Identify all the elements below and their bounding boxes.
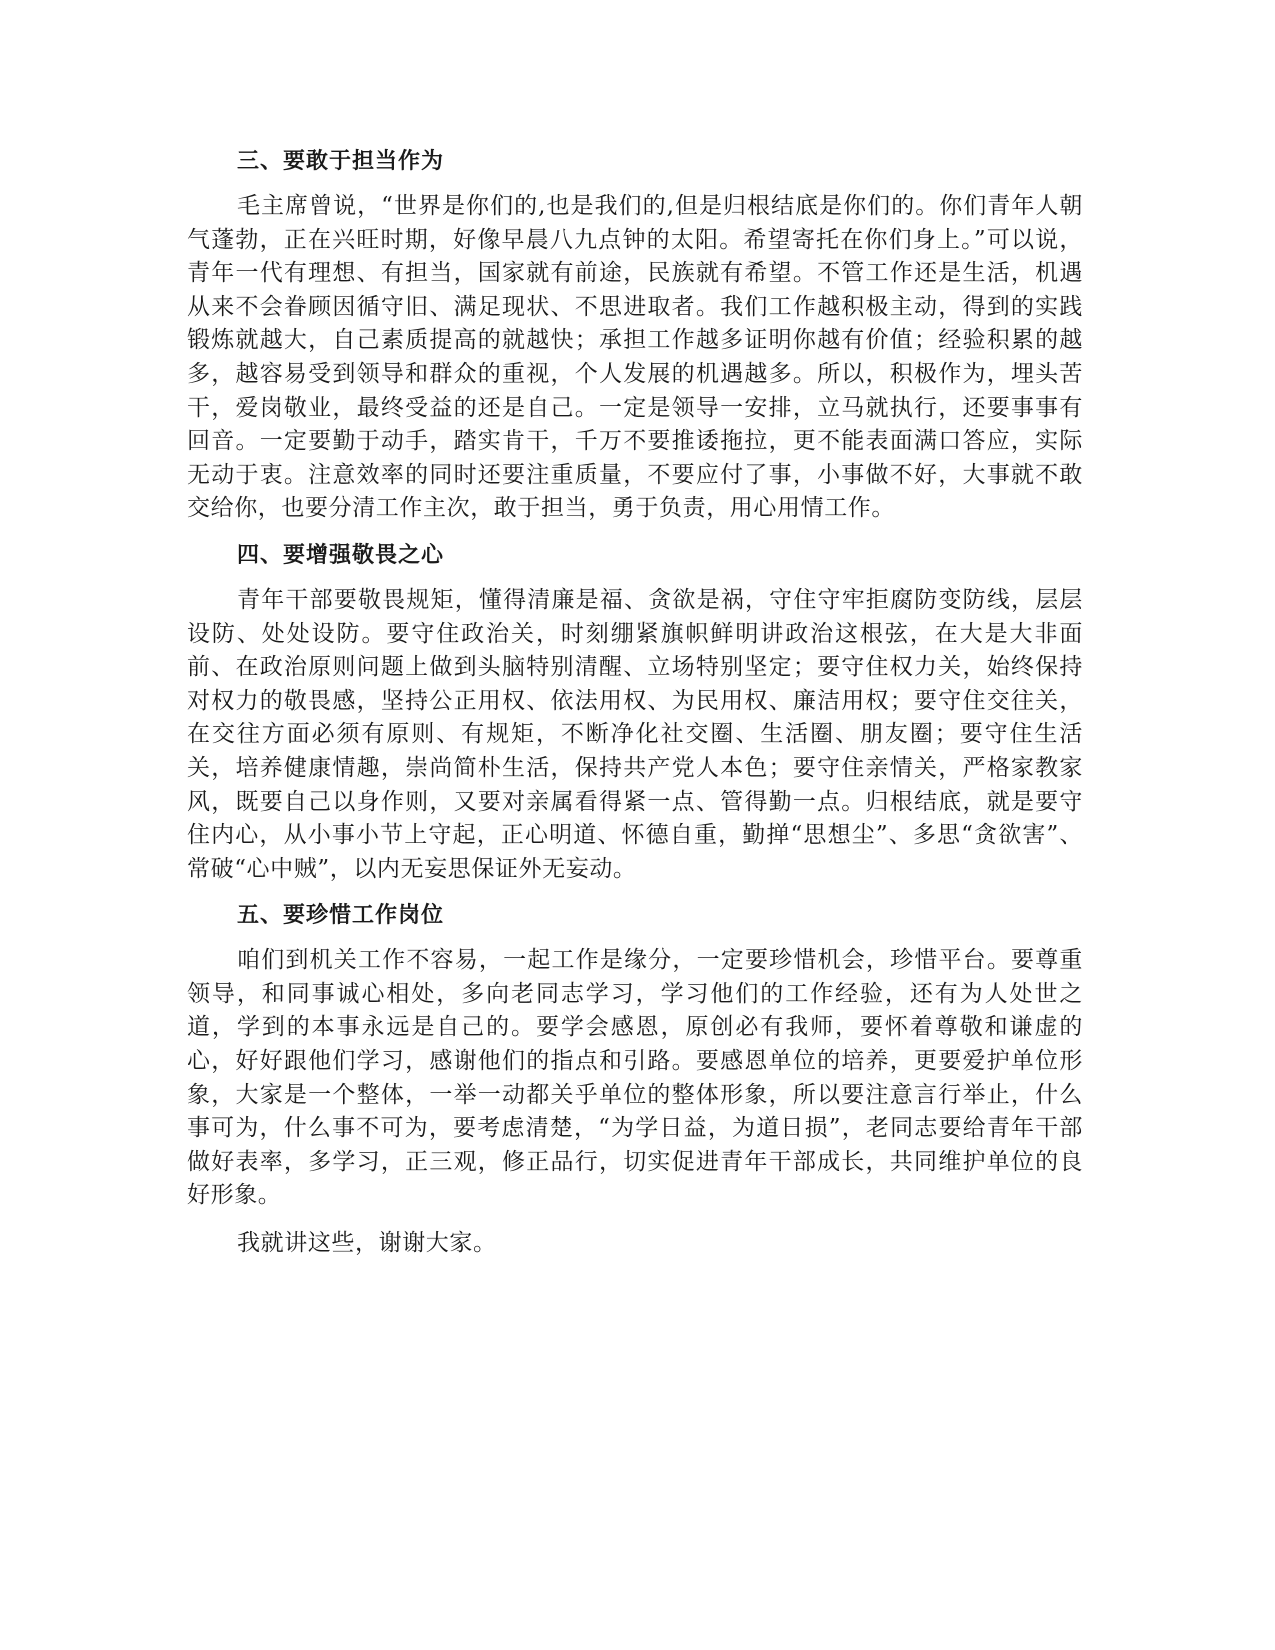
section-4 (187, 540, 1083, 886)
section-heading: 三、要敢于担当作为 (237, 149, 445, 174)
section-paragraph: 青年干部要敬畏规矩，懂得清廉是福、贪欲是祸，守住守牢拒腐防变防线，层层设防、处处设防。要守住政治关，时刻绷紧旗帜鲜明讲政治这根弦，在大是大非面前、在政治原则问题上做到头脑特别清醒、立场特别坚定；要守住权力关，始终保持对权力的敬畏感，坚持公正用权、依法用权、为民用权、廉洁用权；要守住交往关，在交往方面必须有原则、有规矩，不断净化社交圈、生活圈、朋友圈；要守住生活关，培养健康情趣，崇尚简朴生活，保持共产党人本色；要守住亲情关，严格家教家风，既要自己以身作则，又要对亲属看得紧一点、管得勤一点。归根结底，就是要守住内心，从小事小节上守起，正心明道、怀德自重，勤掸“思想尘”、多思“贪欲害”、常破“心中贼”，以内无妄思保证外无妄动。 (187, 586, 1083, 882)
section-3 (187, 146, 1083, 526)
section-heading: 五、要珍惜工作岗位 (237, 903, 445, 929)
closing-remark: 我就讲这些，谢谢大家。 (237, 1230, 497, 1257)
section-heading: 四、要增强敬畏之心 (237, 542, 445, 568)
section-5 (187, 900, 1083, 1213)
section-paragraph: 咱们到机关工作不容易，一起工作是缘分，一定要珍惜机会，珍惜平台。要尊重领导，和同事诚心相处，多向老同志学习，学习他们的工作经验，还有为人处世之道，学到的本事永远是自己的。要学会感恩，原创必有我师，要怀着尊敬和谦虚的心，好好跟他们学习，感谢他们的指点和引路。要感恩单位的培养，更要爱护单位形象，大家是一个整体，一举一动都关乎单位的整体形象，所以要注意言行举止，什么事可为，什么事不可为，要考虑清楚，“为学日益，为道日损”，老同志要给青年干部做好表率，多学习，正三观，修正品行，切实促进青年干部成长，共同维护单位的良好形象。 (187, 947, 1083, 1209)
document-body (187, 146, 1083, 1261)
section-paragraph: 毛主席曾说，“世界是你们的,也是我们的,但是归根结底是你们的。你们青年人朝气蓬勃，正在兴旺时期，好像早晨八九点钟的太阳。希望寄托在你们身上。”可以说，青年一代有理想、有担当，国家就有前途，民族就有希望。不管工作还是生活，机遇从来不会眷顾因循守旧、满足现状、不思进取者。我们工作越积极主动，得到的实践锻炼就越大，自己素质提高的就越快；承担工作越多证明你越有价值；经验积累的越多，越容易受到领导和群众的重视，个人发展的机遇越多。所以，积极作为，埋头苦干，爱岗敬业，最终受益的还是自己。一定是领导一安排，立马就执行，还要事事有回音。一定要勤于动手，踏实肯干，千万不要推诿拖拉，更不能表面满口答应，实际无动于衷。注意效率的同时还要注重质量，不要应付了事，小事做不好，大事就不敢交给你，也要分清工作主次，敢于担当，勇于负责，用心用情工作。 (187, 193, 1083, 522)
